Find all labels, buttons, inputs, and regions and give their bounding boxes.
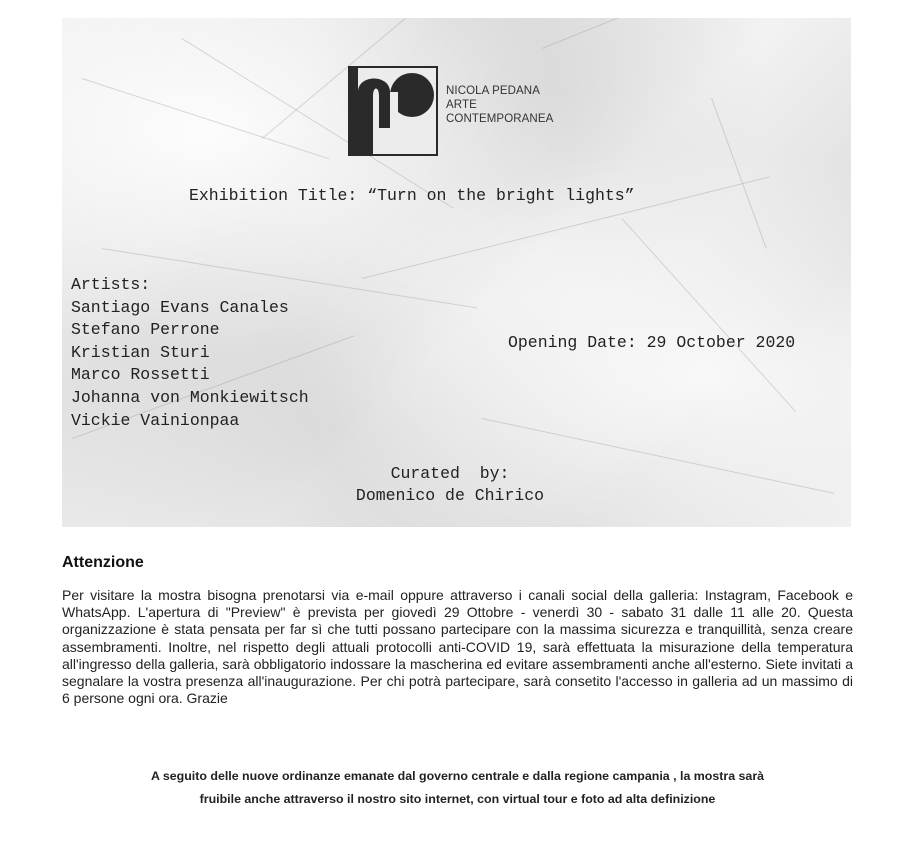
exhibition-poster (62, 18, 851, 527)
artists-label: Artists: (71, 275, 151, 294)
paper-crease (82, 78, 330, 159)
curator-name: Domenico de Chirico (355, 486, 545, 505)
notice-body: Per visitare la mostra bisogna prenotarsi via e-mail oppure attraverso i canali social della galleria: Instagram, Facebook e WhatsApp. L'apertura di "Preview" è prevista per giovedì 29 Ottobre - venerdì 30 - sabato 31 dalle 11 alle 20. Questa organizzazione è stata pensata per far sì che tutti possano partecipare con la massima sicurezza e tranquillità, senza creare assembramenti. Inoltre, nel rispetto degli attuali protocolli anti-COVID 19, sarà effettuata la misurazione della temperatura all'ingresso della galleria, sarà obbligatorio indossare la mascherina ed evitare assembramenti anche all'esterno. Siete invitati a segnalare la vostra presenza all'inaugurazione. Per chi potrà partecipare, sarà consetito l'accesso in galleria ad un massimo di 6 persone ogni ora. Grazie (62, 587, 853, 707)
paper-crease (621, 218, 796, 412)
paper-crease (542, 18, 821, 49)
paper-crease (711, 98, 767, 249)
artist-name: Marco Rossetti (71, 365, 210, 385)
footer-note-line: fruibile anche attraverso il nostro sito internet, con virtual tour e foto ad alta definizione (199, 792, 716, 806)
exhibition-title: Exhibition Title: “Turn on the bright lights” (189, 186, 635, 205)
notice-section (62, 554, 853, 707)
artist-name: Johanna von Monkiewitsch (71, 387, 309, 407)
curator-block (330, 463, 570, 507)
footer-note-line: A seguito delle nuove ordinanze emanate dal governo centrale e dalla regione campania , la mostra sarà (150, 769, 765, 783)
gallery-name (446, 84, 553, 126)
gallery-name-line: NICOLA PEDANA (446, 85, 540, 97)
opening-date: Opening Date: 29 October 2020 (508, 333, 796, 352)
gallery-name-line: CONTEMPORANEA (446, 113, 554, 125)
footer-note (62, 765, 853, 811)
notice-heading: Attenzione (62, 554, 144, 571)
gallery-name-line: ARTE (446, 99, 477, 111)
artist-name: Santiago Evans Canales (71, 297, 289, 317)
gallery-logo (348, 66, 438, 156)
artist-name: Kristian Sturi (71, 342, 210, 362)
curated-label: Curated by: (390, 464, 510, 483)
artist-name: Vickie Vainionpaa (71, 410, 240, 430)
artists-list (71, 274, 309, 432)
artist-name: Stefano Perrone (71, 320, 220, 340)
